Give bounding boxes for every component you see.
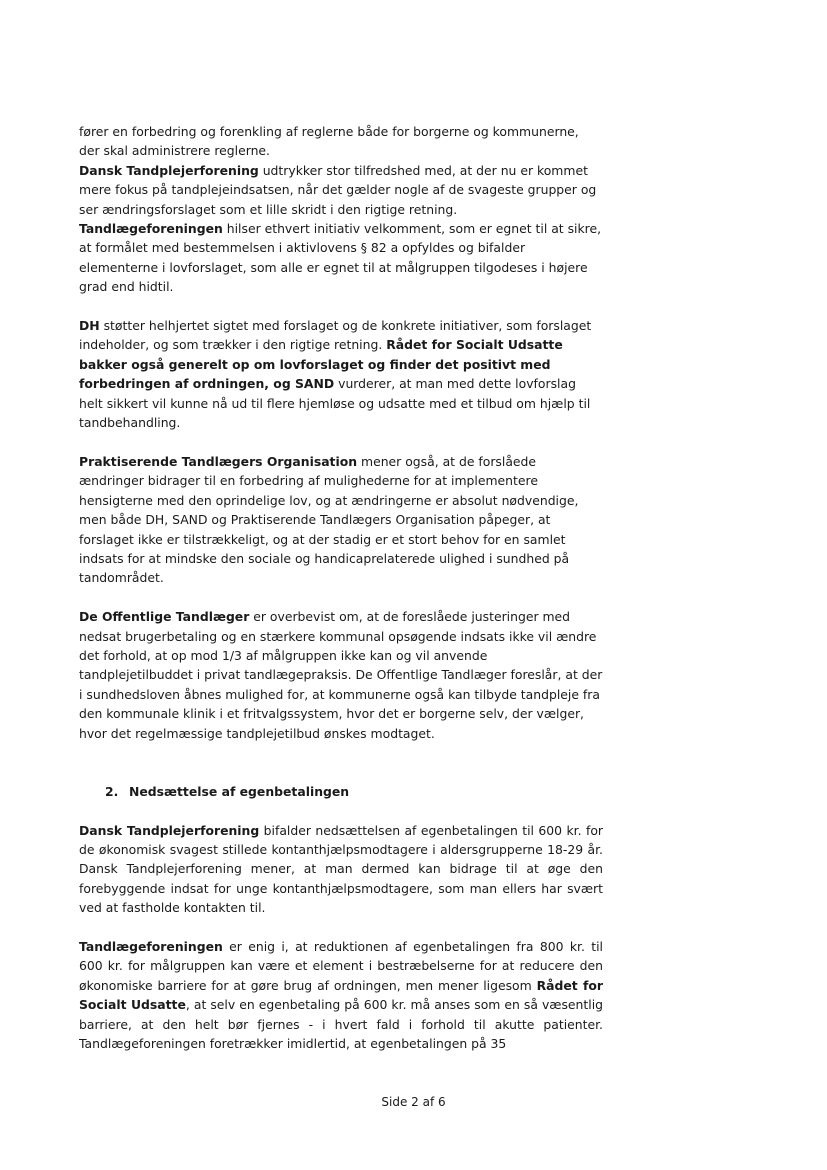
org-name: Rådet for Socialt Udsatte	[79, 977, 603, 1013]
text: mener også, at de forslåede ændringer bidrager til en forbedring af mulighederne for at implementere hensigterne med den oprindelige lov, og at ændringerne er absolut nødvendige, men både DH, SAND og Praktiserende Tandlægers Organisation påpeger, at forslaget ikke er tilstrækkeligt, og at der stadig er et stort behov for en samlet indsats for at mindske den sociale og handicaprelaterede ulighed i sundhed på tandområdet.	[79, 453, 579, 586]
org-name: Praktiserende Tandlægers Organisation	[79, 453, 358, 469]
paragraph-dh	[79, 316, 603, 432]
text: støtter helhjertet sigtet med forslaget og de konkrete initiativer, som forslaget indeholder, og som trækker i den rigtige retning.	[79, 318, 592, 353]
text: hilser ethvert initiativ velkomment, som er egnet til at sikre, at formålet med bestemmelsen i aktivlovens § 82 a opfyldes og bifalder elementerne i lovforslaget, som alle er egnet til at målgruppen tilgodeses i højere grad end hidtil.	[79, 221, 602, 295]
org-name: Dansk Tandplejerforening	[79, 162, 259, 178]
section-number: 2.	[105, 783, 119, 799]
section-heading	[79, 782, 603, 801]
org-name: Tandlægeforeningen	[79, 221, 223, 237]
org-name: Dansk Tandplejerforening	[79, 822, 260, 838]
paragraph-intro	[79, 122, 603, 297]
paragraph-pto	[79, 452, 603, 588]
text: vurderer, at man med dette lovforslag helt sikkert vil kunne nå ud til flere hjemløse og udsatte med et tilbud om hjælp til tandbehandling.	[79, 376, 591, 431]
paragraph-tlf	[79, 937, 603, 1053]
text: udtrykker stor tilfredshed med, at der nu er kommet mere fokus på tandplejeindsatsen, når det gælder nogle af de svageste grupper og ser ændringsforslaget som et lille skridt i den rigtige retning.	[79, 162, 597, 217]
page-number: Side 2 af 6	[381, 1095, 446, 1109]
paragraph-dtf	[79, 821, 603, 918]
paragraph-dot	[79, 607, 603, 743]
section-title: Nedsættelse af egenbetalingen	[129, 783, 350, 799]
org-name: DH	[79, 318, 100, 334]
org-name: Rådet for Socialt Udsatte bakker også generelt op om lovforslaget og finder det positivt med forbedringen af ordningen, og SAND	[79, 337, 563, 392]
text: bifalder nedsættelsen af egenbetalingen til 600 kr. for de økonomisk svagest stillede kontanthjælpsmodtagere i aldersgrupperne 18-29 år. Dansk Tandplejerforening mener, at man dermed kan bidrage til at øge den forebyggende indsat for unge kontanthjælpsmodtagere, som man ellers har svært ved at fastholde kontakten til.	[79, 822, 603, 916]
org-name: Tandlægeforeningen	[79, 938, 223, 954]
text: er overbevist om, at de foreslåede justeringer med nedsat brugerbetaling og en stærkere kommunal opsøgende indsats ikke vil ændre det forhold, at op mod 1/3 af målgruppen ikke kan og vil anvende tandplejetilbuddet i privat tandlægepraksis. De Offentlige Tandlæger foreslår, at der i sundhedsloven åbnes mulighed for, at kommunerne også kan tilbyde tandpleje fra den kommunale klinik i et fritvalgssystem, hvor det er borgerne selv, der vælger, hvor det regelmæssige tandplejetilbud ønskes modtaget.	[79, 609, 603, 741]
org-name: De Offentlige Tandlæger	[79, 609, 250, 625]
page-footer	[0, 1093, 827, 1111]
document-body	[79, 122, 603, 1053]
text: , at selv en egenbetaling på 600 kr. må anses som en så væsentlig barriere, at den helt bør fjernes - i hvert fald i forhold til akutte patienter. Tandlægeforeningen foretrækker imidlertid, at egenbetalingen på 35	[79, 997, 604, 1051]
text: fører en forbedring og forenkling af reglerne både for borgerne og kommunerne, der skal administrere reglerne.	[79, 124, 579, 159]
text: er enig i, at reduktionen af egenbetalingen fra 800 kr. til 600 kr. for målgruppen kan være et element i bestræbelserne for at reducere den økonomiske barriere for at gøre brug af ordningen, men mener ligesom	[79, 938, 603, 993]
